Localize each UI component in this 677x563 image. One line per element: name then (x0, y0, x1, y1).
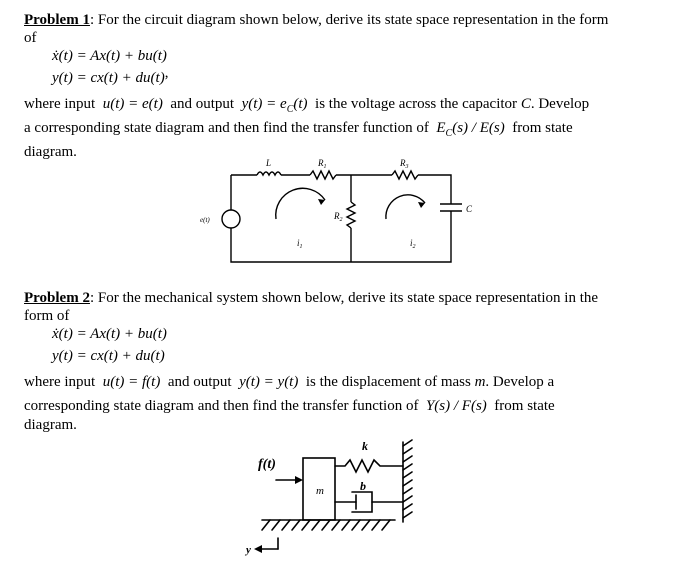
circuit-wire-cap-bottom (351, 211, 451, 262)
mass-block (303, 458, 335, 520)
ground-hatching (262, 520, 390, 530)
mesh-current-i2-arc (386, 195, 425, 219)
label-capacitor: C (466, 204, 473, 214)
label-displacement: y (246, 544, 251, 556)
problem1-intro: : For the circuit diagram shown below, derive its state space representation in the form (89, 12, 609, 28)
problem1-where-line (24, 95, 589, 119)
problem1-output-sub: C (286, 104, 294, 115)
resistor-r2 (347, 202, 355, 228)
problem1-line-pre: a corresponding state diagram and then find the transfer function of (24, 120, 429, 136)
problem1-tf-rest: (s) / E(s) (452, 120, 505, 136)
problem1-diagram-word: diagram. (24, 144, 77, 160)
problem1-where-pre: where input (24, 96, 96, 112)
problem1-output-eq-text: y(t) = cx(t) + du(t) (52, 70, 165, 86)
problem1-output-eq-main: y(t) = e (241, 96, 287, 112)
label-i1-main: i (297, 238, 300, 248)
resistor-r3 (392, 171, 418, 179)
problem1-tf-sub: C (445, 128, 453, 139)
problem2-where-post: is the displacement of mass (305, 374, 471, 390)
problem2-mass-symbol: m (474, 374, 486, 390)
label-source: e(t) (200, 216, 210, 224)
problem2-intro-line (24, 289, 598, 307)
label-force: f(t) (258, 457, 276, 472)
label-r2 (333, 211, 343, 223)
inductor-coil (257, 172, 281, 175)
problem1-input-eq: u(t) = e(t) (102, 96, 163, 112)
problem2-intro: : For the mechanical system shown below, derive its state space representation in the (89, 290, 599, 306)
problem2-tf: Y(s) / F(s) (425, 398, 487, 414)
problem1-heading: Problem 1 (24, 12, 90, 28)
problem1-where-post: is the voltage across the capacitor (315, 96, 518, 112)
problem2-state-eq: ẋ(t) = Ax(t) + bu(t) (52, 326, 167, 342)
problem1-tf-line (24, 119, 573, 143)
problem1-tf (436, 120, 505, 139)
displacement-arrowhead (254, 545, 262, 553)
problem2-where-pre: where input (24, 374, 96, 390)
problem1-cap-symbol: C (520, 96, 531, 112)
problem2-output-def: y(t) = y(t) (239, 374, 299, 390)
problem1-output-def (241, 96, 308, 115)
label-r2-main: R (334, 211, 340, 221)
label-r3 (399, 158, 409, 170)
problem2-diagram-word: diagram. (24, 417, 77, 433)
force-arrowhead (295, 476, 303, 484)
mesh-current-i1-arc (276, 188, 325, 219)
mesh-current-i2-arrowhead (418, 202, 425, 208)
label-i1-sub: 1 (299, 244, 303, 250)
problem2-output-eq: y(t) = cx(t) + du(t) (52, 348, 165, 364)
label-r1-main: R (318, 158, 324, 168)
problem1-state-eq: ẋ(t) = Ax(t) + bu(t) (52, 48, 167, 64)
problem2-line-post: from state (494, 398, 555, 414)
label-mass: m (316, 485, 324, 497)
problem2-tf-line (24, 397, 555, 415)
problem1-output-eq (52, 65, 169, 87)
problem1-tf-num: E (436, 120, 446, 136)
voltage-source (222, 210, 240, 228)
label-i1 (297, 238, 303, 250)
problem1-line-post: from state (512, 120, 573, 136)
problem1-output-tail: (t) (293, 96, 308, 112)
label-r3-sub: 3 (405, 164, 409, 170)
label-r1 (317, 158, 327, 170)
problem2-heading: Problem 2 (24, 290, 90, 306)
label-l: L (266, 158, 272, 168)
problem2-input-eq: u(t) = f(t) (102, 374, 161, 390)
label-r2-sub: 2 (339, 217, 343, 223)
label-spring: k (362, 439, 368, 453)
label-r1-sub: 1 (323, 164, 327, 170)
label-i2 (410, 238, 416, 250)
problem2-where-line (24, 373, 554, 391)
wall-hatching (403, 440, 412, 518)
problem2-line-pre: corresponding state diagram and then find the transfer function of (24, 398, 419, 414)
mesh-current-i1-arrowhead (318, 199, 325, 205)
problem1-of: of (24, 30, 37, 46)
label-i2-sub: 2 (412, 244, 416, 250)
problem1-where-mid: and output (170, 96, 235, 112)
problem2-develop: . Develop a (485, 374, 555, 390)
problem2-form-of: form of (24, 308, 70, 324)
problem1-develop: . Develop (530, 96, 590, 112)
resistor-r1 (310, 171, 336, 179)
problem1-eq-comma: , (164, 65, 169, 81)
problem1-intro-line (24, 11, 608, 29)
label-i2-main: i (410, 238, 413, 248)
circuit-wire-left-bottom (231, 175, 351, 262)
damper-cylinder (352, 492, 372, 512)
label-r3-main: R (400, 158, 406, 168)
spring (335, 460, 403, 472)
label-damper: b (360, 479, 366, 493)
problem2-where-mid: and output (167, 374, 232, 390)
circuit-wire-r3-cap (418, 175, 451, 204)
